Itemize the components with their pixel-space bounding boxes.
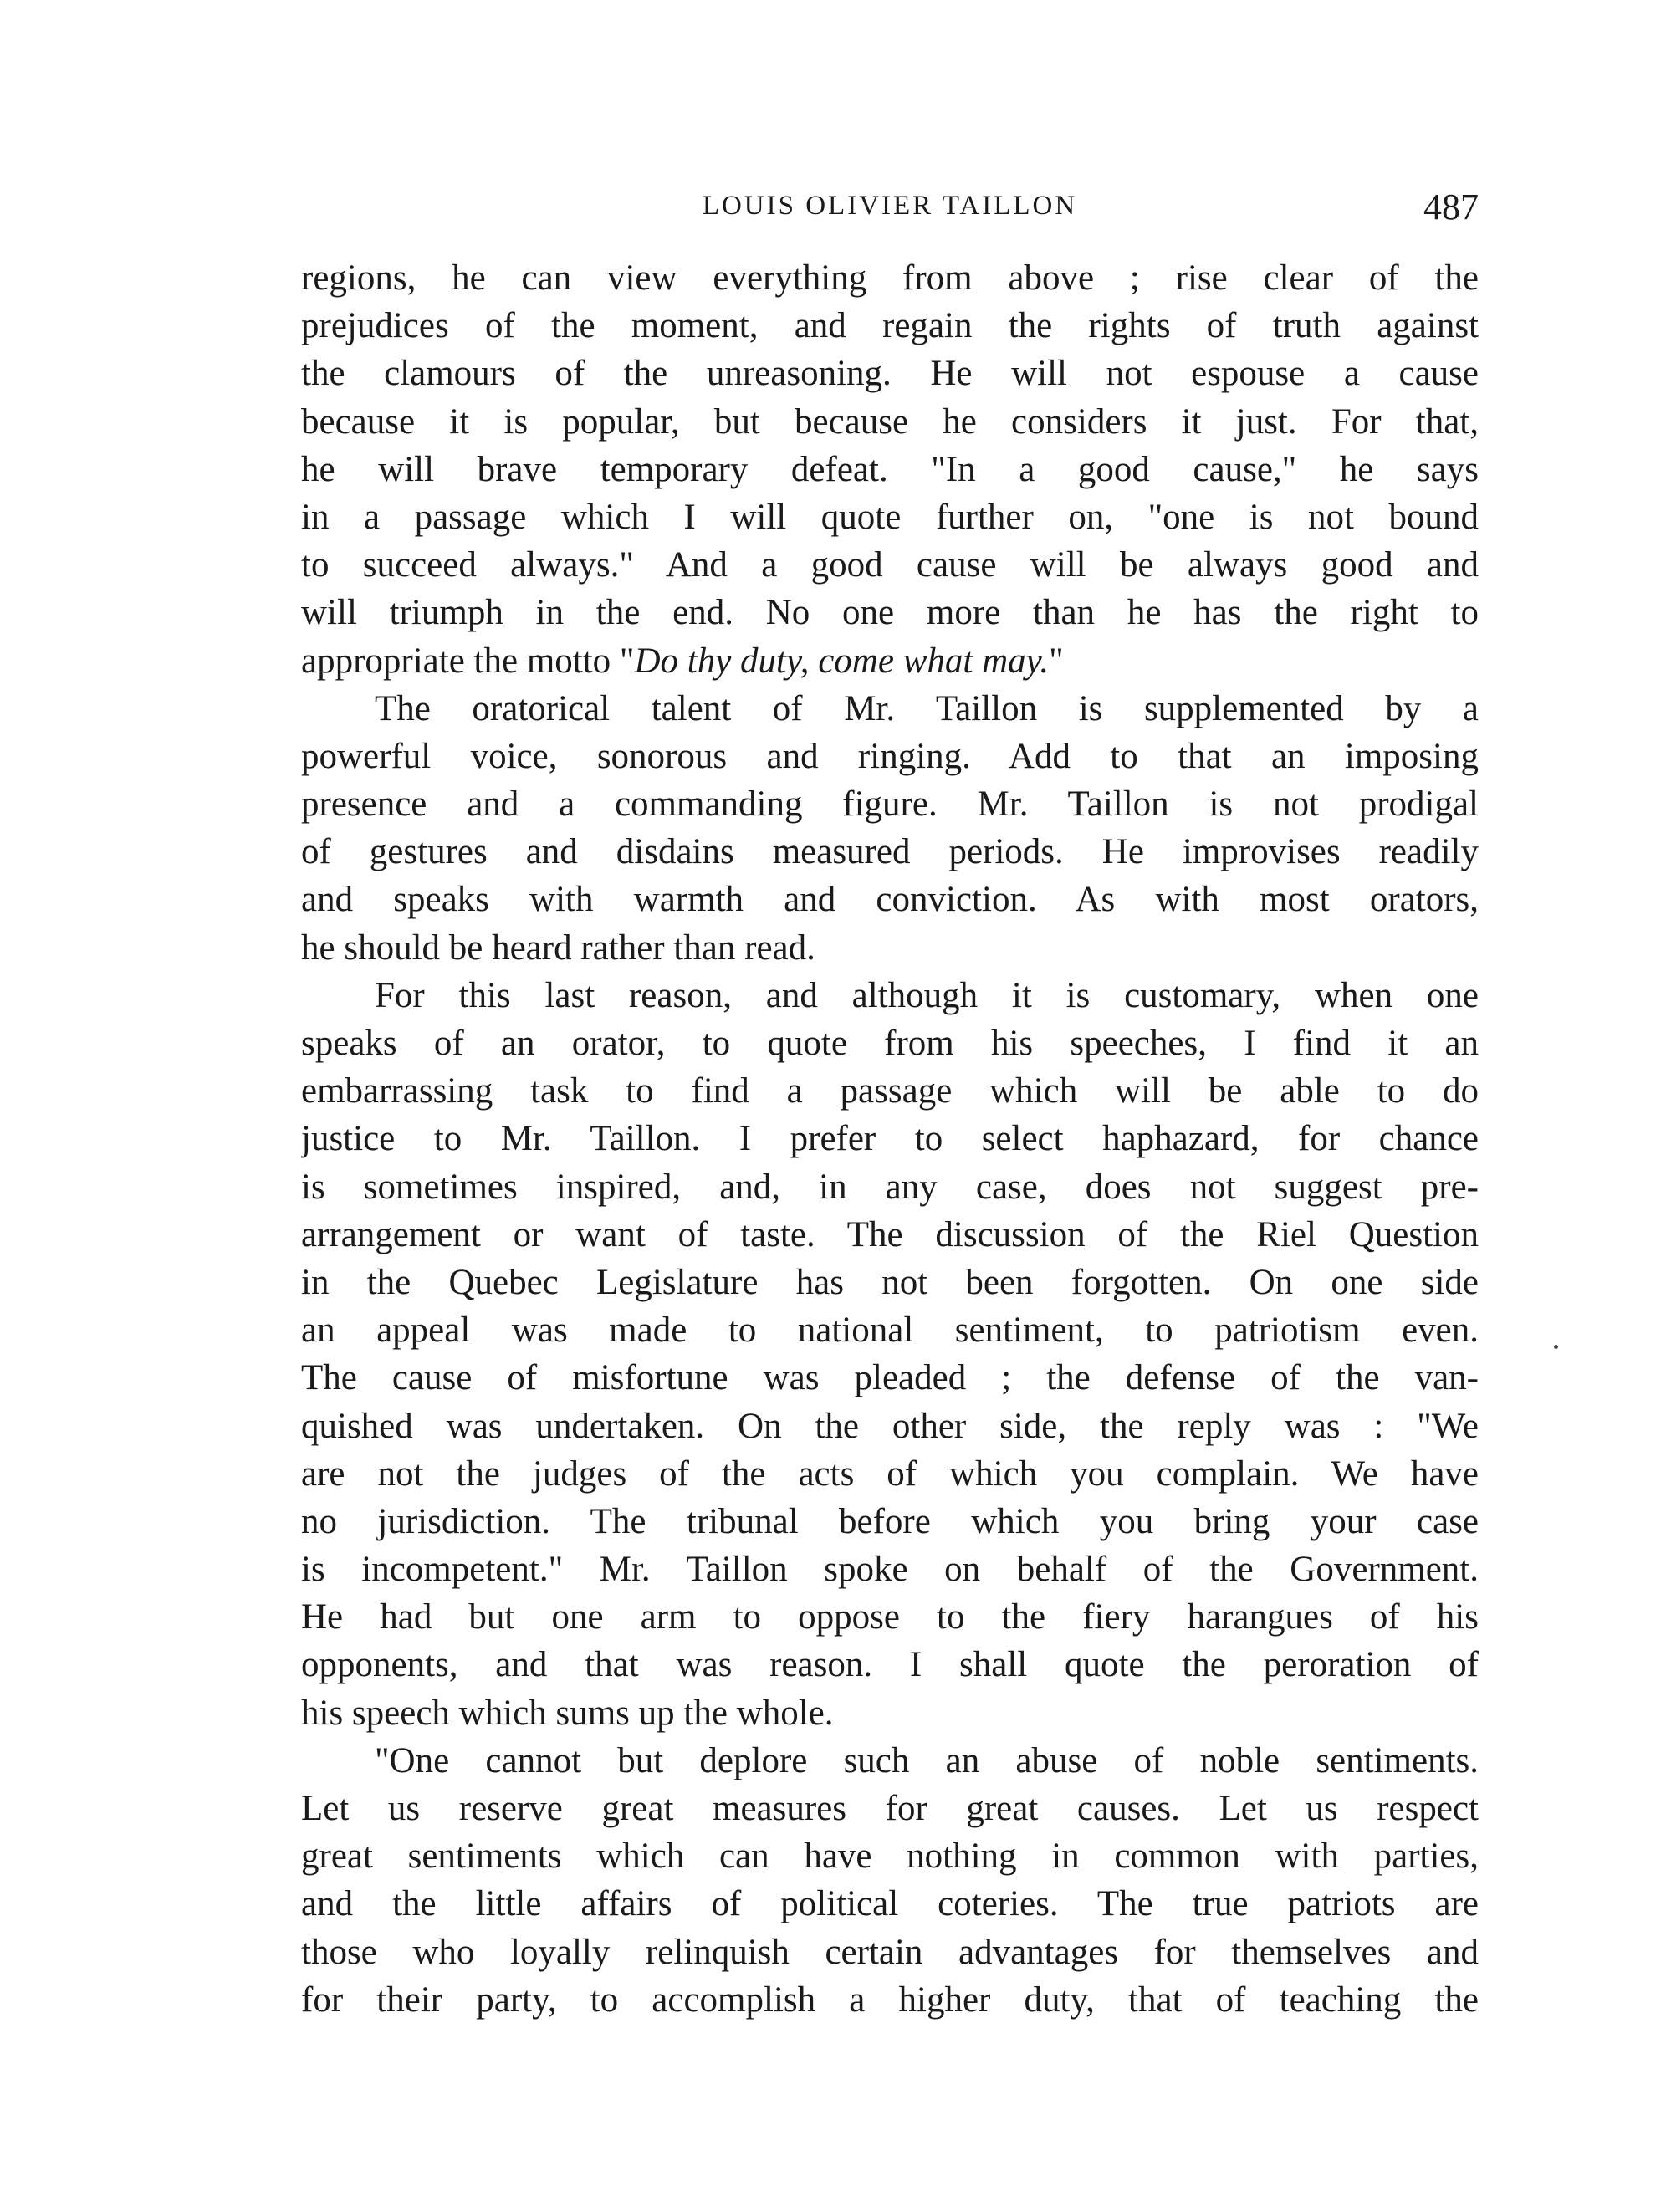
text-line: "One cannot but deplore such an abuse of noble sentiments. — [375, 1740, 1479, 1780]
text-line: of gestures and disdains measured periods. He improvises readily — [301, 832, 1479, 872]
text-line: in a passage which I will quote further on, "one is not bound — [301, 497, 1479, 537]
text-line: speaks of an orator, to quote from his speeches, I find it an — [301, 1024, 1479, 1063]
text-line: powerful voice, sonorous and ringing. Add to that an imposing — [301, 736, 1479, 776]
text-line: is sometimes inspired, and, in any case, does not suggest pre- — [301, 1167, 1479, 1207]
text-line: For this last reason, and although it is customary, when one — [375, 975, 1479, 1015]
body-text — [301, 254, 1479, 2024]
text-line: quished was undertaken. On the other side, the reply was : "We — [301, 1406, 1479, 1446]
text-line: to succeed always." And a good cause will be always good and — [301, 545, 1479, 585]
text-line: and the little affairs of political coteries. The true patriots are — [301, 1884, 1479, 1924]
text-line: in the Quebec Legislature has not been forgotten. On one side — [301, 1262, 1479, 1302]
text-line: the clamours of the unreasoning. He will not espouse a cause — [301, 354, 1479, 394]
text-line: his speech which sums up the whole. — [301, 1693, 834, 1733]
text-line: no jurisdiction. The tribunal before which you bring your case — [301, 1501, 1479, 1541]
motto-italic: Do thy duty, come what may. — [634, 641, 1050, 681]
text-line: an appeal was made to national sentiment, to patriotism even. — [301, 1310, 1479, 1351]
text-line: those who loyally relinquish certain advantages for themselves and — [301, 1932, 1479, 1972]
text-line: are not the judges of the acts of which you complain. We have — [301, 1453, 1479, 1494]
text-line: arrangement or want of taste. The discussion of the Riel Question — [301, 1214, 1479, 1254]
text-line: is incompetent." Mr. Taillon spoke on behalf of the Government. — [301, 1550, 1479, 1590]
text-line: justice to Mr. Taillon. I prefer to select haphazard, for chance — [301, 1119, 1479, 1159]
text-line: for their party, to accomplish a higher duty, that of teaching the — [301, 1980, 1479, 2020]
page-number: 487 — [1423, 186, 1479, 227]
text-line: prejudices of the moment, and regain the rights of truth against — [301, 306, 1479, 346]
text-line: embarrassing task to find a passage which will be able to do — [301, 1071, 1479, 1111]
running-head — [301, 186, 1479, 236]
text-line: great sentiments which can have nothing in common with parties, — [301, 1837, 1479, 1877]
motto-suffix: " — [1049, 641, 1064, 681]
text-line: The oratorical talent of Mr. Taillon is supplemented by a — [375, 688, 1479, 728]
text-line: will triumph in the end. No one more than he has the right to — [301, 593, 1479, 633]
text-line: regions, he can view everything from above ; rise clear of the — [301, 258, 1479, 298]
text-line: he should be heard rather than read. — [301, 927, 815, 968]
text-line: Let us reserve great measures for great causes. Let us respect — [301, 1789, 1479, 1828]
text-line-motto — [301, 637, 1479, 685]
text-line: The cause of misfortune was pleaded ; the defense of the van- — [301, 1358, 1479, 1398]
motto-prefix: appropriate the motto " — [301, 641, 635, 681]
text-line: opponents, and that was reason. I shall quote the peroration of — [301, 1645, 1479, 1685]
text-line: He had but one arm to oppose to the fiery harangues of his — [301, 1597, 1479, 1637]
running-title: LOUIS OLIVIER TAILLON — [702, 191, 1078, 221]
scan-speck — [1554, 1345, 1558, 1349]
text-line: and speaks with warmth and conviction. As with most orators, — [301, 880, 1479, 920]
text-line: he will brave temporary defeat. "In a good cause," he says — [301, 449, 1479, 489]
text-line: presence and a commanding figure. Mr. Taillon is not prodigal — [301, 784, 1479, 825]
text-line: because it is popular, but because he considers it just. For that, — [301, 401, 1479, 442]
